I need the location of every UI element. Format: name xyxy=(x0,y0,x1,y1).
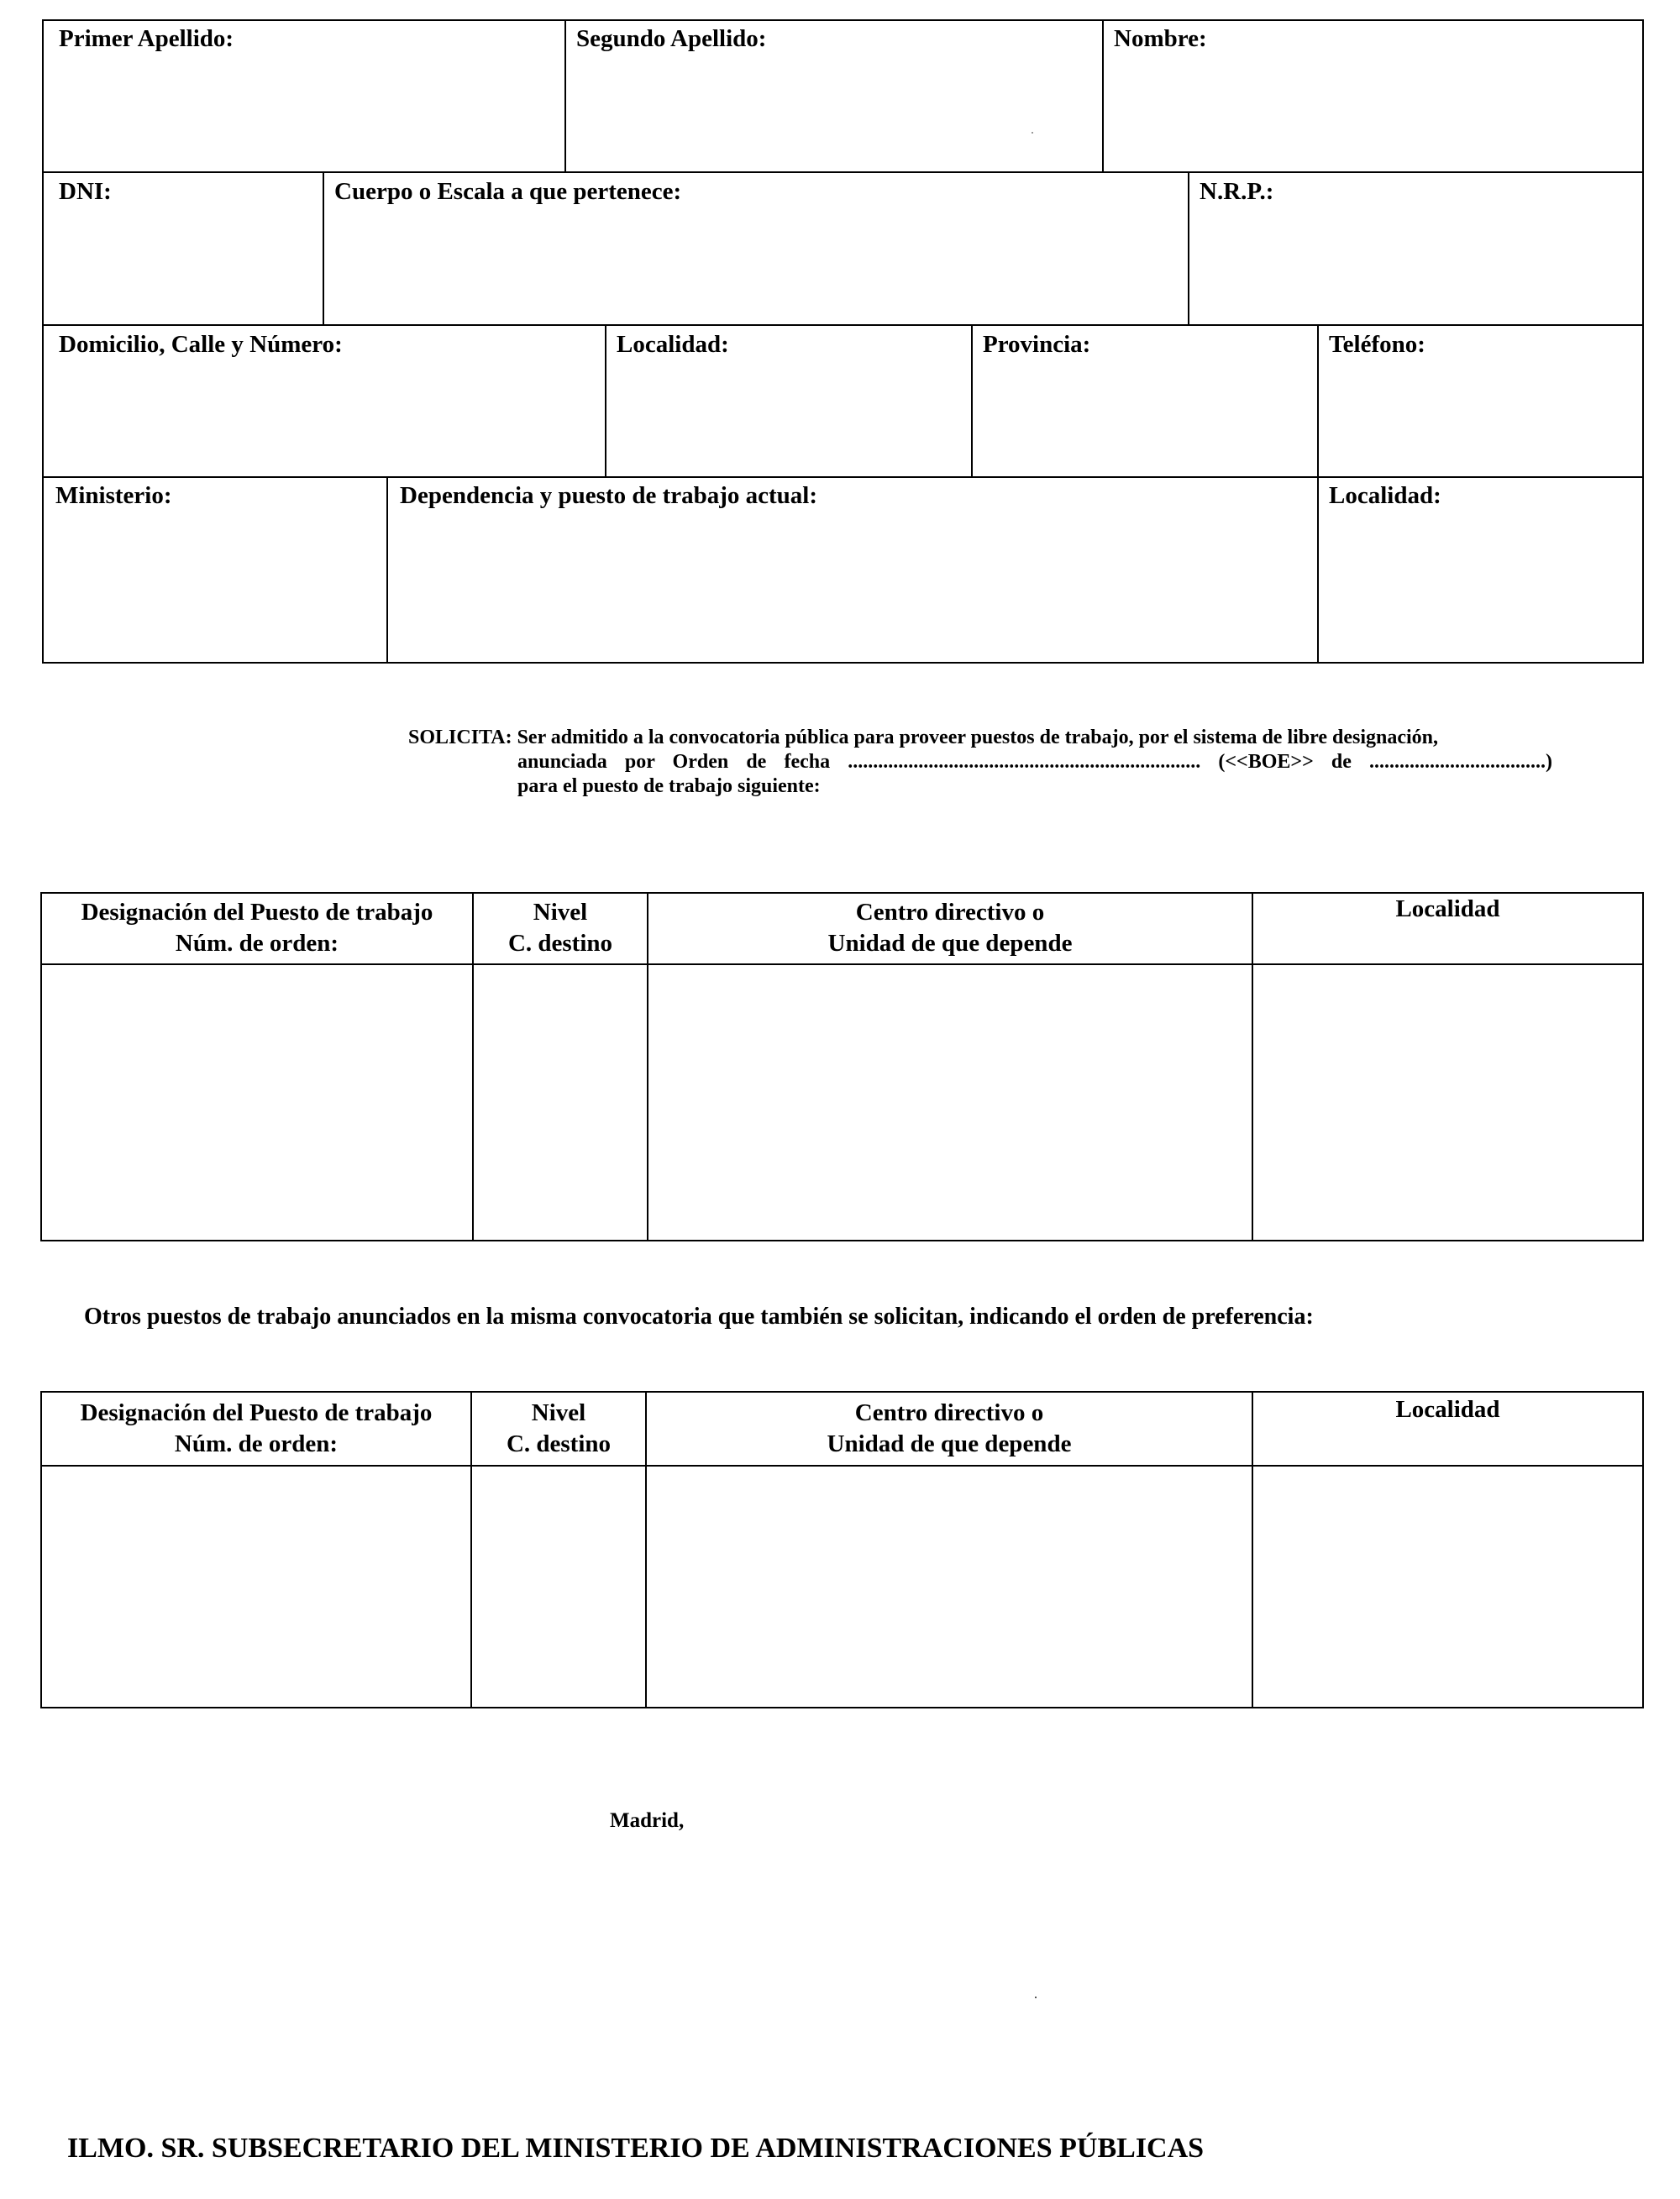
table2-header-nivel: Nivel C. destino xyxy=(506,1399,612,1457)
table2-centro-cell[interactable] xyxy=(648,1468,1250,1706)
table1-localidad-cell[interactable] xyxy=(1255,967,1641,1239)
table1-centro-cell[interactable] xyxy=(650,967,1250,1239)
cell-divider xyxy=(1317,476,1319,664)
table-column-divider xyxy=(1252,1391,1253,1708)
otros-puestos-text: Otros puestos de trabajo anunciados en la misma convocatoria que también se solicitan, indicando el orden de preferencia: xyxy=(84,1304,1314,1330)
table1-nivel-cell[interactable] xyxy=(475,967,645,1239)
nombre-label: Nombre: xyxy=(1114,25,1207,52)
cell-divider xyxy=(1102,19,1104,172)
scan-speck xyxy=(1032,132,1033,134)
table2-header-centro: Centro directivo o Unidad de que depende xyxy=(827,1399,1072,1457)
table-header-divider xyxy=(40,1465,1644,1467)
telefono-label: Teléfono: xyxy=(1329,331,1425,358)
table2-header-designacion: Designación del Puesto de trabajo Núm. de orden: xyxy=(80,1399,433,1457)
place-date-label: Madrid, xyxy=(610,1809,685,1832)
dni-label: DNI: xyxy=(59,178,112,205)
cell-divider xyxy=(1317,324,1319,477)
table1-header-centro: Centro directivo o Unidad de que depende xyxy=(827,899,1073,957)
primer-apellido-field[interactable] xyxy=(45,55,563,170)
dependencia-field[interactable] xyxy=(390,512,1315,660)
table2-localidad-cell[interactable] xyxy=(1255,1468,1641,1706)
provincia-field[interactable] xyxy=(974,361,1315,475)
segundo-apellido-label: Segundo Apellido: xyxy=(576,25,767,52)
telefono-field[interactable] xyxy=(1320,361,1641,475)
localidad-field[interactable] xyxy=(608,361,969,475)
row-divider xyxy=(42,324,1644,326)
ministerio-field[interactable] xyxy=(45,512,385,660)
addressee-line: ILMO. SR. SUBSECRETARIO DEL MINISTERIO DE ADMINISTRACIONES PÚBLICAS xyxy=(67,2133,1205,2164)
localidad-actual-field[interactable] xyxy=(1320,512,1641,660)
provincia-label: Provincia: xyxy=(983,331,1091,358)
localidad-actual-label: Localidad: xyxy=(1329,482,1441,509)
row-divider xyxy=(42,476,1644,478)
cell-divider xyxy=(323,171,324,325)
cell-divider xyxy=(605,324,606,477)
cuerpo-escala-field[interactable] xyxy=(326,208,1186,323)
scan-speck xyxy=(1035,1997,1037,1998)
cell-divider xyxy=(1188,171,1189,325)
table-header-divider xyxy=(40,963,1644,965)
domicilio-field[interactable] xyxy=(45,361,603,475)
dependencia-label: Dependencia y puesto de trabajo actual: xyxy=(400,482,818,509)
table1-header-nivel: Nivel C. destino xyxy=(507,899,613,957)
table1-header-localidad: Localidad xyxy=(1395,895,1500,922)
solicita-line-3: para el puesto de trabajo siguiente: xyxy=(517,775,821,797)
table-column-divider xyxy=(1252,892,1253,1241)
ministerio-label: Ministerio: xyxy=(55,482,172,509)
cell-divider xyxy=(564,19,566,172)
primer-apellido-label: Primer Apellido: xyxy=(59,25,234,52)
table2-header-localidad: Localidad xyxy=(1395,1396,1500,1423)
table2-designacion-cell[interactable] xyxy=(44,1468,469,1706)
row-divider xyxy=(42,171,1644,173)
domicilio-label: Domicilio, Calle y Número: xyxy=(59,331,343,358)
table2-nivel-cell[interactable] xyxy=(474,1468,643,1706)
localidad-label: Localidad: xyxy=(617,331,729,358)
cell-divider xyxy=(971,324,973,477)
cell-divider xyxy=(386,476,388,664)
nombre-field[interactable] xyxy=(1105,55,1641,170)
dni-field[interactable] xyxy=(45,208,321,323)
nrp-label: N.R.P.: xyxy=(1200,178,1274,205)
solicita-line-2: anunciada por Orden de fecha ...................................................................... (<<BOE>> de ...................................) xyxy=(517,751,1552,773)
table1-designacion-cell[interactable] xyxy=(44,967,470,1239)
solicita-line-1: SOLICITA: Ser admitido a la convocatoria pública para proveer puestos de trabajo, por el sistema de libre designación, xyxy=(408,727,1439,748)
signature-area[interactable] xyxy=(504,1848,1260,2058)
table1-header-designacion: Designación del Puesto de trabajo Núm. de orden: xyxy=(81,899,433,957)
cuerpo-escala-label: Cuerpo o Escala a que pertenece: xyxy=(334,178,682,205)
nrp-field[interactable] xyxy=(1191,208,1641,323)
segundo-apellido-field[interactable] xyxy=(568,55,1100,170)
